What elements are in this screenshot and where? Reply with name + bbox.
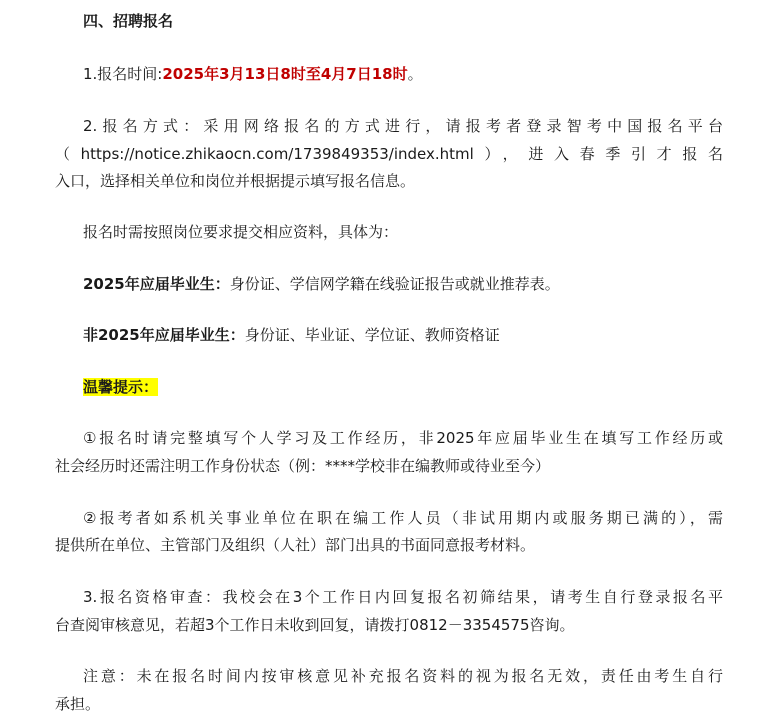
tip1-line1: ①报名时请完整填写个人学习及工作经历，非2025年应届毕业生在填写工作经历或 (83, 429, 723, 447)
tips-title-text: 温馨提示： (83, 378, 159, 396)
registration-method-line3: 入口，选择相关单位和岗位并根据提示填写报名信息。 (55, 172, 416, 190)
registration-method-line2: （https://notice.zhikaocn.com/1739849353/index.html），进入春季引才报名 (55, 145, 723, 163)
non-grad-2025-materials (83, 323, 500, 347)
qualification-review-line2: 台查阅审核意见，若超3个工作日未收到回复，请拨打0812－3354575咨询。 (55, 616, 575, 634)
qualification-review-line1: 3.报名资格审查：我校会在3个工作日内回复报名初筛结果，请考生自行登录报名平 (83, 588, 723, 606)
grad-2025-text: 身份证、学信网学籍在线验证报告或就业推荐表。 (229, 275, 560, 293)
note-line2: 承担。 (55, 695, 101, 713)
registration-time-label: 1.报名时间: (83, 65, 163, 83)
grad-2025-materials (83, 272, 560, 296)
grad-2025-label: 2025年应届毕业生： (83, 275, 230, 293)
non-grad-2025-label: 非2025年应届毕业生： (83, 326, 245, 344)
registration-time (83, 62, 423, 86)
registration-method-line1: 2.报名方式：采用网络报名的方式进行，请报考者登录智考中国报名平台 (83, 117, 723, 135)
tip2-line1: ②报考者如系机关事业单位在职在编工作人员（非试用期内或服务期已满的），需 (83, 509, 723, 527)
section-title: 四、招聘报名 (83, 12, 174, 30)
materials-intro: 报名时需按照岗位要求提交相应资料，具体为： (83, 223, 399, 241)
tip2-line2: 提供所在单位、主管部门及组织（人社）部门出具的书面同意报考材料。 (55, 536, 536, 554)
tip1-line2: 社会经历时还需注明工作身份状态（例：****学校非在编教师或待业至今） (55, 457, 551, 475)
note-line1: 注意：未在报名时间内按审核意见补充报名资料的视为报名无效，责任由考生自行 (83, 667, 723, 685)
tips-title (83, 375, 158, 399)
registration-time-value: 2025年3月13日8时至4月7日18时 (162, 65, 408, 83)
non-grad-2025-text: 身份证、毕业证、学位证、教师资格证 (244, 326, 500, 344)
registration-time-end: 。 (407, 65, 423, 83)
